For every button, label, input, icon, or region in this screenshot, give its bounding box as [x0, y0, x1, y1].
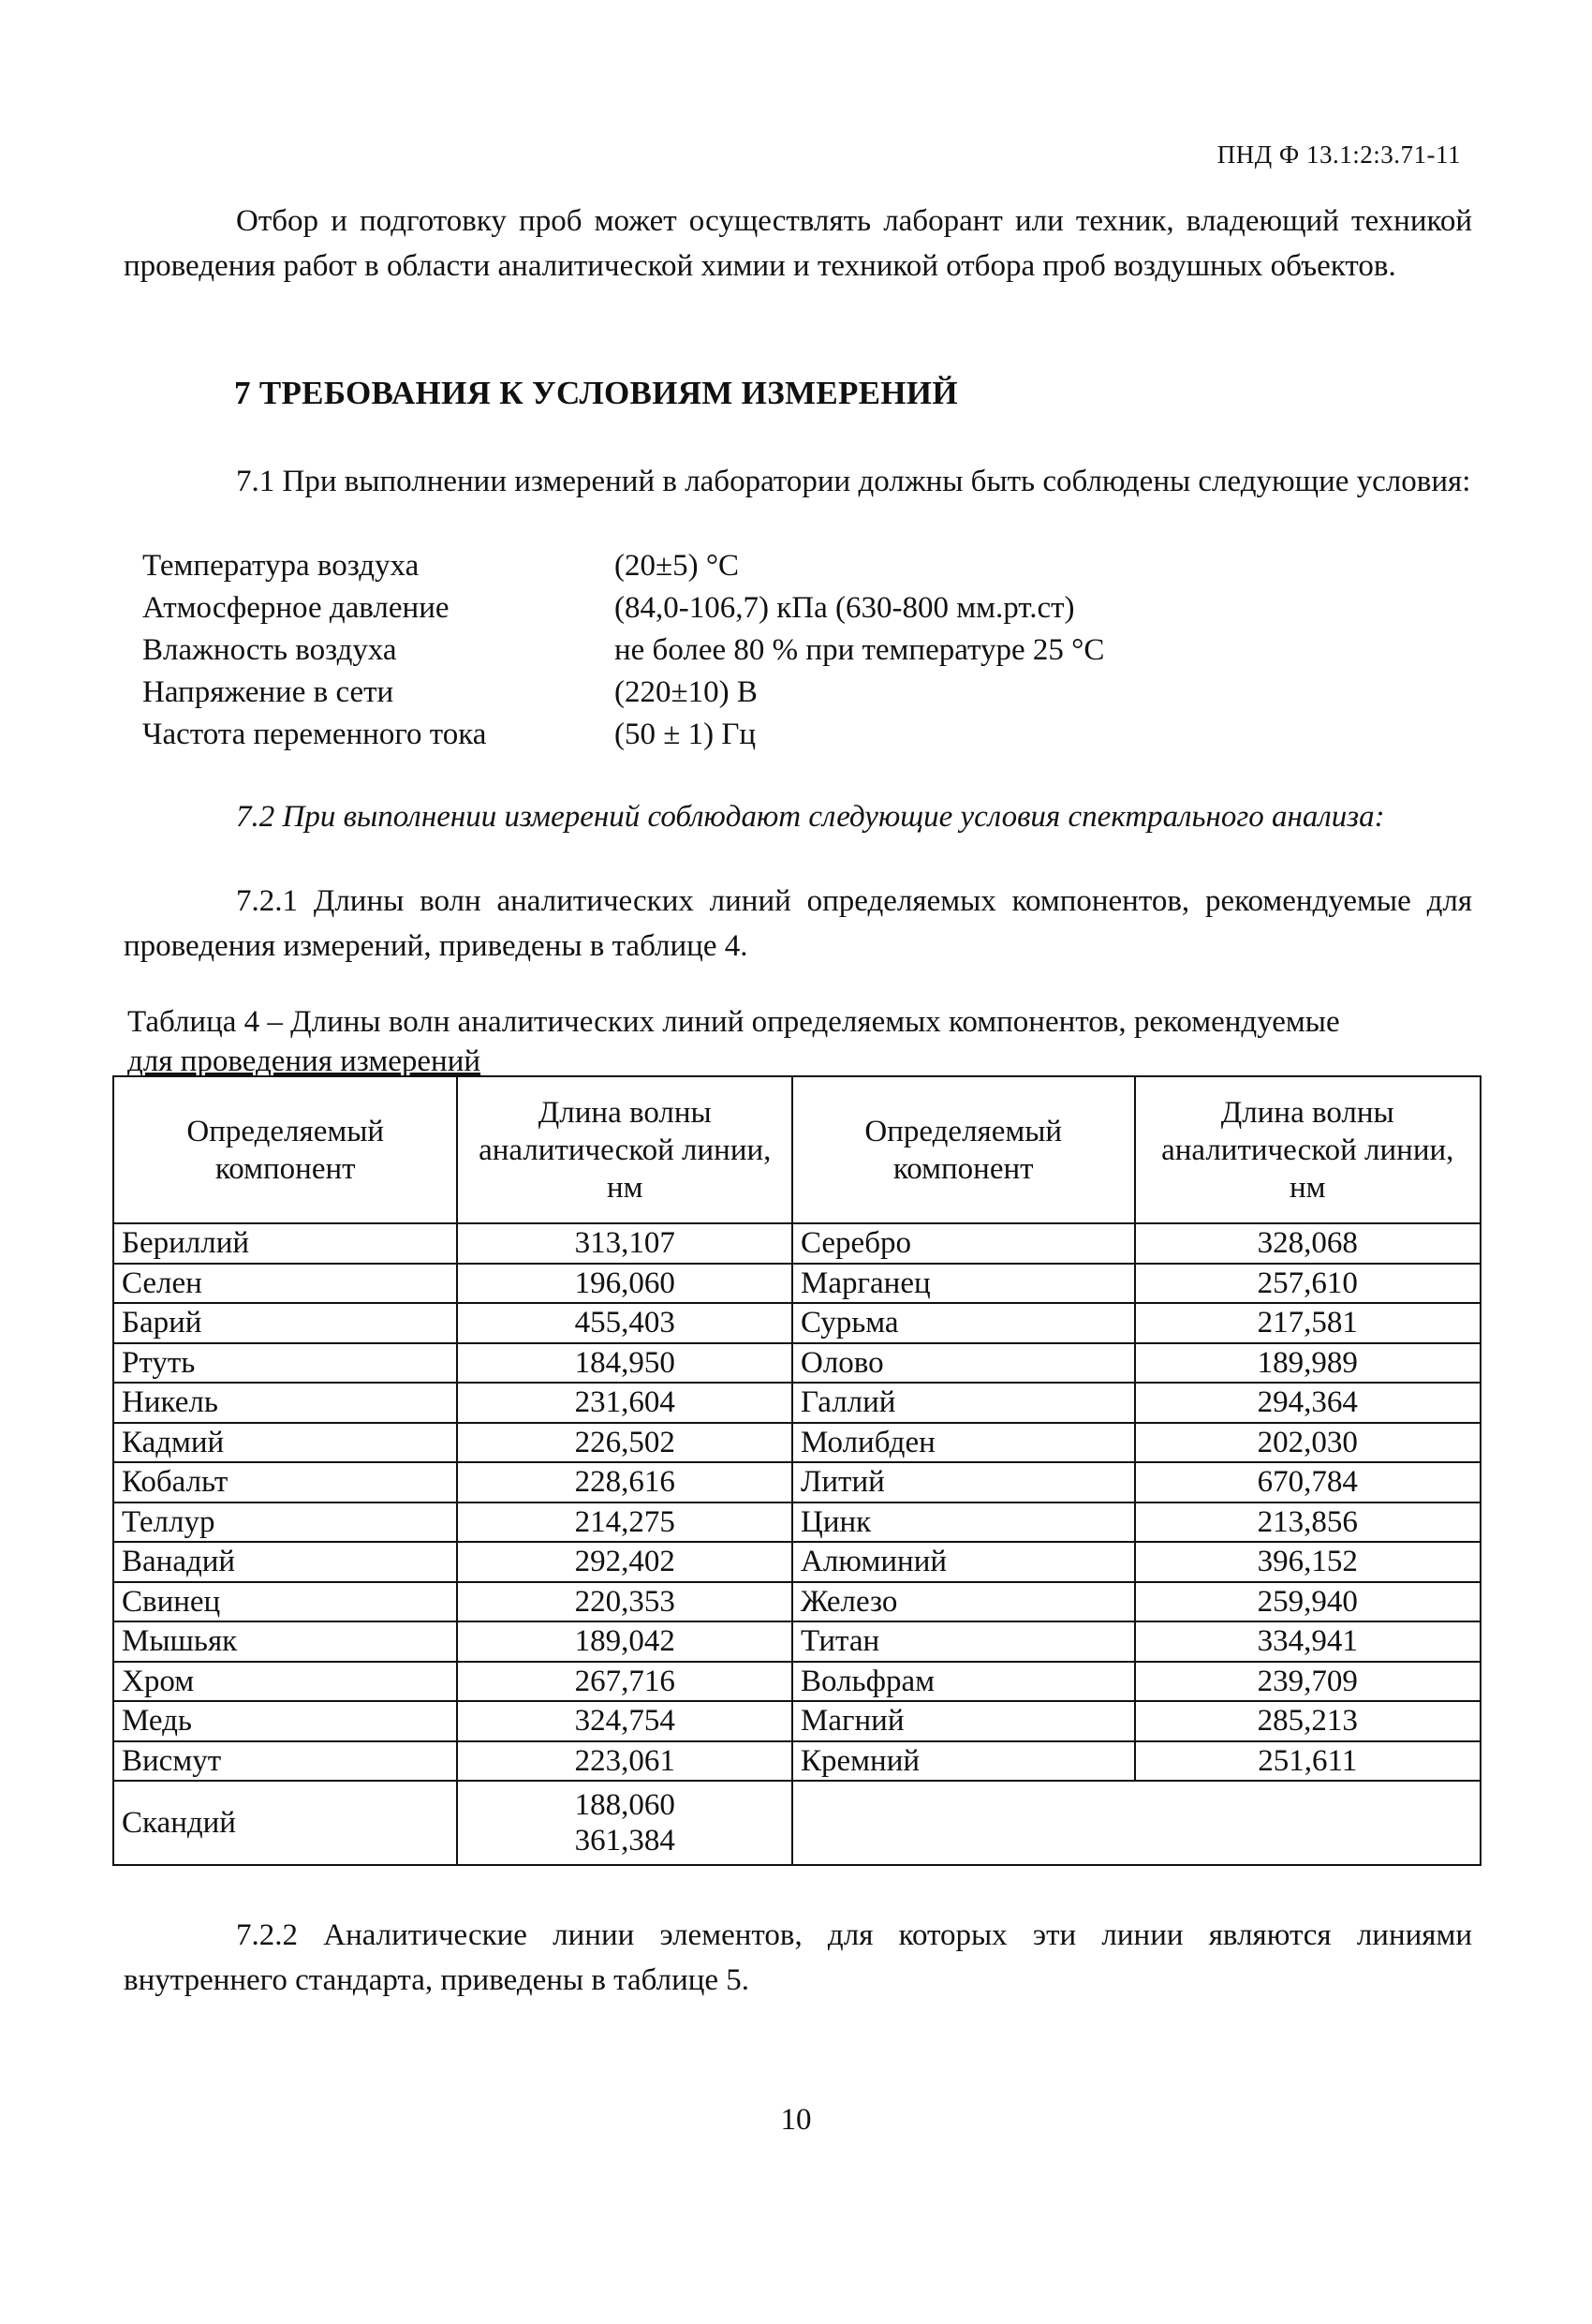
table-row: [113, 1542, 1481, 1582]
wavelength-value: 361,384: [574, 1824, 675, 1858]
table-cell-wavelength: 214,275: [457, 1502, 792, 1543]
table-cell-component: Никель: [113, 1383, 457, 1423]
condition-row: [142, 587, 1104, 629]
table-cell-wavelength: 213,856: [1135, 1502, 1481, 1543]
table-cell-wavelength: 220,353: [457, 1582, 792, 1622]
table-cell-wavelength: 226,502: [457, 1423, 792, 1463]
table-cell-wavelength: 217,581: [1135, 1303, 1481, 1343]
table-cell-wavelength: 223,061: [457, 1741, 792, 1782]
table-cell-component: Медь: [113, 1701, 457, 1741]
table-cell-wavelength: 196,060: [457, 1264, 792, 1304]
paragraph-7-2-2: 7.2.2 Аналитические линии элементов, для которых эти линии являются линиями внутреннего стандарта, приведены в таблице 5.: [124, 1918, 1472, 1997]
table-header-cell: Длина волны аналитической линии, нм: [1135, 1076, 1481, 1223]
paragraph-7-1: 7.1 При выполнении измерений в лаборатории должны быть соблюдены следующие условия:: [236, 465, 1471, 498]
table-cell-component: Мышьяк: [113, 1621, 457, 1662]
table-cell-wavelength: 285,213: [1135, 1701, 1481, 1741]
condition-value: не более 80 % при температуре 25 °С: [614, 633, 1105, 667]
table-row: [113, 1343, 1481, 1384]
table-cell-component: Галлий: [792, 1383, 1135, 1423]
table-header-cell: Определяемый компонент: [792, 1076, 1135, 1223]
table-cell-component: Свинец: [113, 1582, 457, 1622]
page-number: 10: [780, 2103, 812, 2137]
table-cell-wavelength: 294,364: [1135, 1383, 1481, 1423]
table-cell-wavelength: 292,402: [457, 1542, 792, 1582]
table-row: [113, 1383, 1481, 1423]
table-cell-wavelength: 334,941: [1135, 1621, 1481, 1662]
table-cell-wavelength: 189,042: [457, 1621, 792, 1662]
table-cell-component: Литий: [792, 1462, 1135, 1502]
table-cell-component: Молибден: [792, 1423, 1135, 1463]
table-cell-component: Теллур: [113, 1502, 457, 1543]
table-caption: [127, 1002, 1476, 1081]
table-cell-wavelength: 231,604: [457, 1383, 792, 1423]
table-row: [113, 1462, 1481, 1502]
table-caption-line: Таблица 4 – Длины волн аналитических линий определяемых компонентов, рекомендуемые: [127, 1005, 1340, 1039]
table-cell-component: Магний: [792, 1701, 1135, 1741]
table-cell-wavelength: 396,152: [1135, 1542, 1481, 1582]
table-cell-wavelength: 670,784: [1135, 1462, 1481, 1502]
table-cell-wavelength: 267,716: [457, 1662, 792, 1702]
table-row: [113, 1662, 1481, 1702]
table-cell-wavelength: 313,107: [457, 1223, 792, 1264]
condition-value: (50 ± 1) Гц: [614, 718, 757, 751]
table-cell-component: Алюминий: [792, 1542, 1135, 1582]
table-cell-component: Барий: [113, 1303, 457, 1343]
table-cell-wavelength: [457, 1781, 792, 1865]
table-cell-wavelength: 455,403: [457, 1303, 792, 1343]
table-cell-wavelength: 239,709: [1135, 1662, 1481, 1702]
condition-label: Напряжение в сети: [142, 675, 394, 709]
table-cell-component: Серебро: [792, 1223, 1135, 1264]
condition-label: Частота переменного тока: [142, 718, 487, 751]
condition-value: (220±10) В: [614, 675, 758, 709]
table-row: [113, 1423, 1481, 1463]
table-cell-component: Кремний: [792, 1741, 1135, 1782]
table-cell-component: Цинк: [792, 1502, 1135, 1543]
table-cell-component: Ртуть: [113, 1343, 457, 1384]
table-cell-component: Ванадий: [113, 1542, 457, 1582]
table-cell-component: Титан: [792, 1621, 1135, 1662]
table-row: [113, 1701, 1481, 1741]
table-cell-component: Вольфрам: [792, 1662, 1135, 1702]
table-cell-component: Скандий: [113, 1781, 457, 1865]
table-cell-component: Хром: [113, 1662, 457, 1702]
condition-row: [142, 672, 1104, 714]
wavelength-table: [112, 1075, 1481, 1866]
table-cell-wavelength: 202,030: [1135, 1423, 1481, 1463]
table-cell-wavelength: 184,950: [457, 1343, 792, 1384]
paragraph-7-2: 7.2 При выполнении измерений соблюдают следующие условия спектрального анализа:: [236, 800, 1385, 834]
table-cell-wavelength: 228,616: [457, 1462, 792, 1502]
table-row: [113, 1223, 1481, 1264]
table-cell-component: Висмут: [113, 1741, 457, 1782]
table-cell-wavelength: 328,068: [1135, 1223, 1481, 1264]
condition-row: [142, 629, 1104, 672]
table-cell-component: Сурьма: [792, 1303, 1135, 1343]
condition-label: Влажность воздуха: [142, 633, 397, 667]
table-row: [113, 1582, 1481, 1622]
conditions-list: [142, 545, 1104, 756]
table-header-row: [113, 1076, 1481, 1223]
intro-paragraph: Отбор и подготовку проб может осуществлять лаборант или техник, владеющий техникой проведения работ в области аналитической химии и техникой отбора проб воздушных объектов.: [124, 204, 1472, 283]
condition-row: [142, 714, 1104, 756]
table-header-cell: Определяемый компонент: [113, 1076, 457, 1223]
table-cell-wavelength: 257,610: [1135, 1264, 1481, 1304]
table-row: [113, 1502, 1481, 1543]
table-cell-component: Олово: [792, 1343, 1135, 1384]
table-body: [113, 1223, 1481, 1865]
table-row: [113, 1303, 1481, 1343]
table-row: [113, 1741, 1481, 1782]
table-header-cell: Длина волны аналитической линии, нм: [457, 1076, 792, 1223]
table-cell-component: Кадмий: [113, 1423, 457, 1463]
table-row: [113, 1264, 1481, 1304]
wavelength-value: 188,060: [574, 1788, 675, 1822]
condition-row: [142, 545, 1104, 587]
table-cell-component: Бериллий: [113, 1223, 457, 1264]
table-row: [113, 1621, 1481, 1662]
document-code: ПНД Ф 13.1:2:3.71-11: [1216, 141, 1461, 169]
condition-label: Температура воздуха: [142, 549, 420, 583]
table-cell-component: Кобальт: [113, 1462, 457, 1502]
condition-value: (20±5) °С: [614, 549, 740, 583]
table-cell-wavelength: 259,940: [1135, 1582, 1481, 1622]
table-cell-component: Селен: [113, 1264, 457, 1304]
table-cell-component: Марганец: [792, 1264, 1135, 1304]
table-cell-component: Железо: [792, 1582, 1135, 1622]
condition-label: Атмосферное давление: [142, 591, 450, 625]
table-cell-wavelength: 251,611: [1135, 1741, 1481, 1782]
table-caption-line: для проведения измерений: [127, 1044, 481, 1078]
condition-value: (84,0-106,7) кПа (630-800 мм.рт.ст): [614, 591, 1075, 625]
paragraph-7-2-1: 7.2.1 Длины волн аналитических линий определяемых компонентов, рекомендуемые для проведения измерений, приведены в таблице 4.: [124, 884, 1472, 963]
table-row: [113, 1781, 1481, 1865]
table-cell-wavelength: 324,754: [457, 1701, 792, 1741]
table-cell-empty: [792, 1781, 1481, 1865]
section-heading: 7 ТРЕБОВАНИЯ К УСЛОВИЯМ ИЗМЕРЕНИЙ: [234, 375, 958, 411]
table-cell-wavelength: 189,989: [1135, 1343, 1481, 1384]
